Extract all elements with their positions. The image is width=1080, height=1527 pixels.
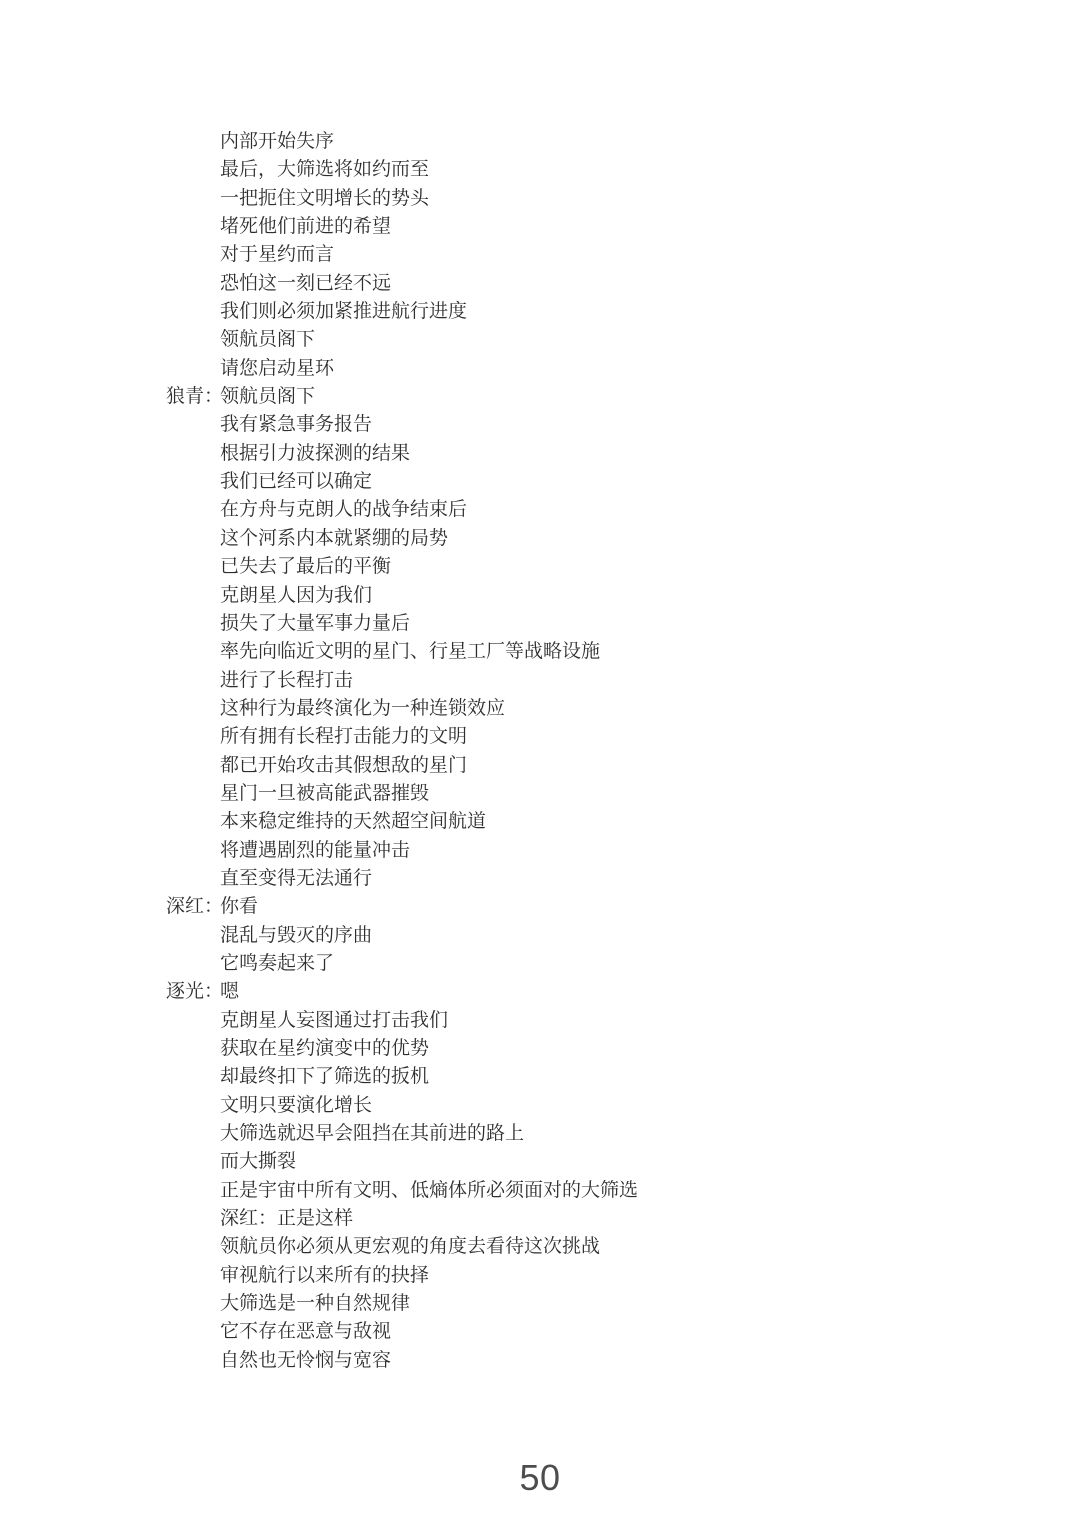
dialogue-text: 它不存在恶意与敌视: [220, 1321, 392, 1343]
dialogue-line: [0, 355, 1080, 383]
dialogue-line: [0, 1262, 1080, 1290]
dialogue-line: [0, 1007, 1080, 1035]
dialogue-line: [0, 496, 1080, 524]
dialogue-line: [0, 723, 1080, 751]
dialogue-line: [0, 950, 1080, 978]
dialogue-text: 将遭遇剧烈的能量冲击: [220, 839, 411, 861]
speaker-label: 逐光：: [166, 981, 224, 1003]
dialogue-line: [0, 213, 1080, 241]
dialogue-text: 内部开始失序: [220, 131, 335, 152]
dialogue-text: 大筛选是一种自然规律: [220, 1293, 411, 1315]
dialogue-line: [0, 978, 1080, 1006]
dialogue-text: 恐怕这一刻已经不远: [220, 272, 392, 294]
dialogue-text: 自然也无怜悯与宽容: [220, 1349, 392, 1371]
dialogue-line: [0, 1120, 1080, 1148]
dialogue-text: 损失了大量军事力量后: [220, 612, 411, 634]
dialogue-line: [0, 667, 1080, 695]
dialogue-text: 这个河系内本就紧绷的局势: [220, 527, 449, 549]
dialogue-text: 文明只要演化增长: [220, 1094, 373, 1116]
dialogue-text: 星门一旦被高能武器摧毁: [220, 782, 430, 804]
dialogue-text: 都已开始攻击其假想敌的星门: [220, 754, 468, 776]
dialogue-line: [0, 128, 1080, 156]
dialogue-text: 深红：正是这样: [220, 1208, 354, 1230]
dialogue-line: [0, 440, 1080, 468]
dialogue-line: [0, 1233, 1080, 1261]
dialogue-block: [0, 128, 1080, 1375]
dialogue-line: [0, 1092, 1080, 1120]
dialogue-text: 混乱与毁灭的序曲: [220, 924, 373, 946]
dialogue-line: [0, 326, 1080, 354]
dialogue-line: [0, 1035, 1080, 1063]
dialogue-line: [0, 1318, 1080, 1346]
dialogue-line: [0, 582, 1080, 610]
dialogue-line: [0, 1148, 1080, 1176]
dialogue-text: 克朗星人妄图通过打击我们: [220, 1009, 449, 1031]
dialogue-line: [0, 1347, 1080, 1375]
dialogue-line: [0, 1290, 1080, 1318]
dialogue-text: 在方舟与克朗人的战争结束后: [220, 499, 468, 521]
dialogue-line: [0, 553, 1080, 581]
dialogue-text: 堵死他们前进的希望: [220, 216, 392, 238]
dialogue-text: 领航员阁下: [220, 386, 316, 408]
dialogue-text: 直至变得无法通行: [220, 867, 373, 889]
dialogue-line: [0, 241, 1080, 269]
dialogue-line: [0, 383, 1080, 411]
dialogue-text: 大筛选就迟早会阻挡在其前进的路上: [220, 1123, 525, 1145]
speaker-label: 狼青：: [166, 386, 224, 408]
page-number: 50: [519, 1457, 561, 1498]
dialogue-line: [0, 1205, 1080, 1233]
dialogue-line: [0, 1177, 1080, 1205]
dialogue-text: 而大撕裂: [220, 1151, 297, 1173]
dialogue-text: 这种行为最终演化为一种连锁效应: [220, 697, 506, 719]
dialogue-text: 一把扼住文明增长的势头: [220, 187, 430, 209]
dialogue-line: [0, 185, 1080, 213]
dialogue-text: 正是宇宙中所有文明、低熵体所必须面对的大筛选: [220, 1179, 639, 1201]
dialogue-text: 我们已经可以确定: [220, 471, 373, 493]
dialogue-line: [0, 270, 1080, 298]
dialogue-line: [0, 1063, 1080, 1091]
dialogue-text: 最后，大筛选将如约而至: [220, 159, 430, 181]
dialogue-line: [0, 525, 1080, 553]
dialogue-text: 对于星约而言: [220, 244, 335, 266]
dialogue-text: 率先向临近文明的星门、行星工厂等战略设施: [220, 641, 601, 663]
dialogue-text: 领航员阁下: [220, 329, 316, 351]
dialogue-line: [0, 610, 1080, 638]
dialogue-line: [0, 468, 1080, 496]
dialogue-line: [0, 837, 1080, 865]
dialogue-line: [0, 156, 1080, 184]
dialogue-line: [0, 780, 1080, 808]
dialogue-line: [0, 865, 1080, 893]
dialogue-text: 所有拥有长程打击能力的文明: [220, 726, 468, 748]
dialogue-text: 请您启动星环: [220, 357, 335, 379]
dialogue-text: 我们则必须加紧推进航行进度: [220, 301, 468, 323]
speaker-label: 深红：: [166, 896, 224, 918]
dialogue-text: 领航员你必须从更宏观的角度去看待这次挑战: [220, 1236, 601, 1258]
dialogue-line: [0, 695, 1080, 723]
dialogue-line: [0, 298, 1080, 326]
dialogue-line: [0, 808, 1080, 836]
dialogue-text: 我有紧急事务报告: [220, 414, 373, 436]
dialogue-line: [0, 922, 1080, 950]
dialogue-text: 嗯: [220, 981, 240, 1003]
dialogue-text: 进行了长程打击: [220, 669, 354, 691]
dialogue-text: 获取在星约演变中的优势: [220, 1038, 430, 1059]
dialogue-text: 已失去了最后的平衡: [220, 556, 392, 578]
dialogue-text: 克朗星人因为我们: [220, 584, 373, 606]
dialogue-text: 本来稳定维持的天然超空间航道: [220, 811, 487, 833]
dialogue-line: [0, 752, 1080, 780]
dialogue-line: [0, 411, 1080, 439]
dialogue-line: [0, 638, 1080, 666]
dialogue-text: 却最终扣下了筛选的扳机: [220, 1066, 430, 1088]
dialogue-text: 审视航行以来所有的抉择: [220, 1264, 430, 1286]
dialogue-text: 它鸣奏起来了: [220, 952, 335, 974]
dialogue-text: 你看: [220, 896, 259, 918]
dialogue-text: 根据引力波探测的结果: [220, 442, 411, 464]
dialogue-line: [0, 893, 1080, 921]
